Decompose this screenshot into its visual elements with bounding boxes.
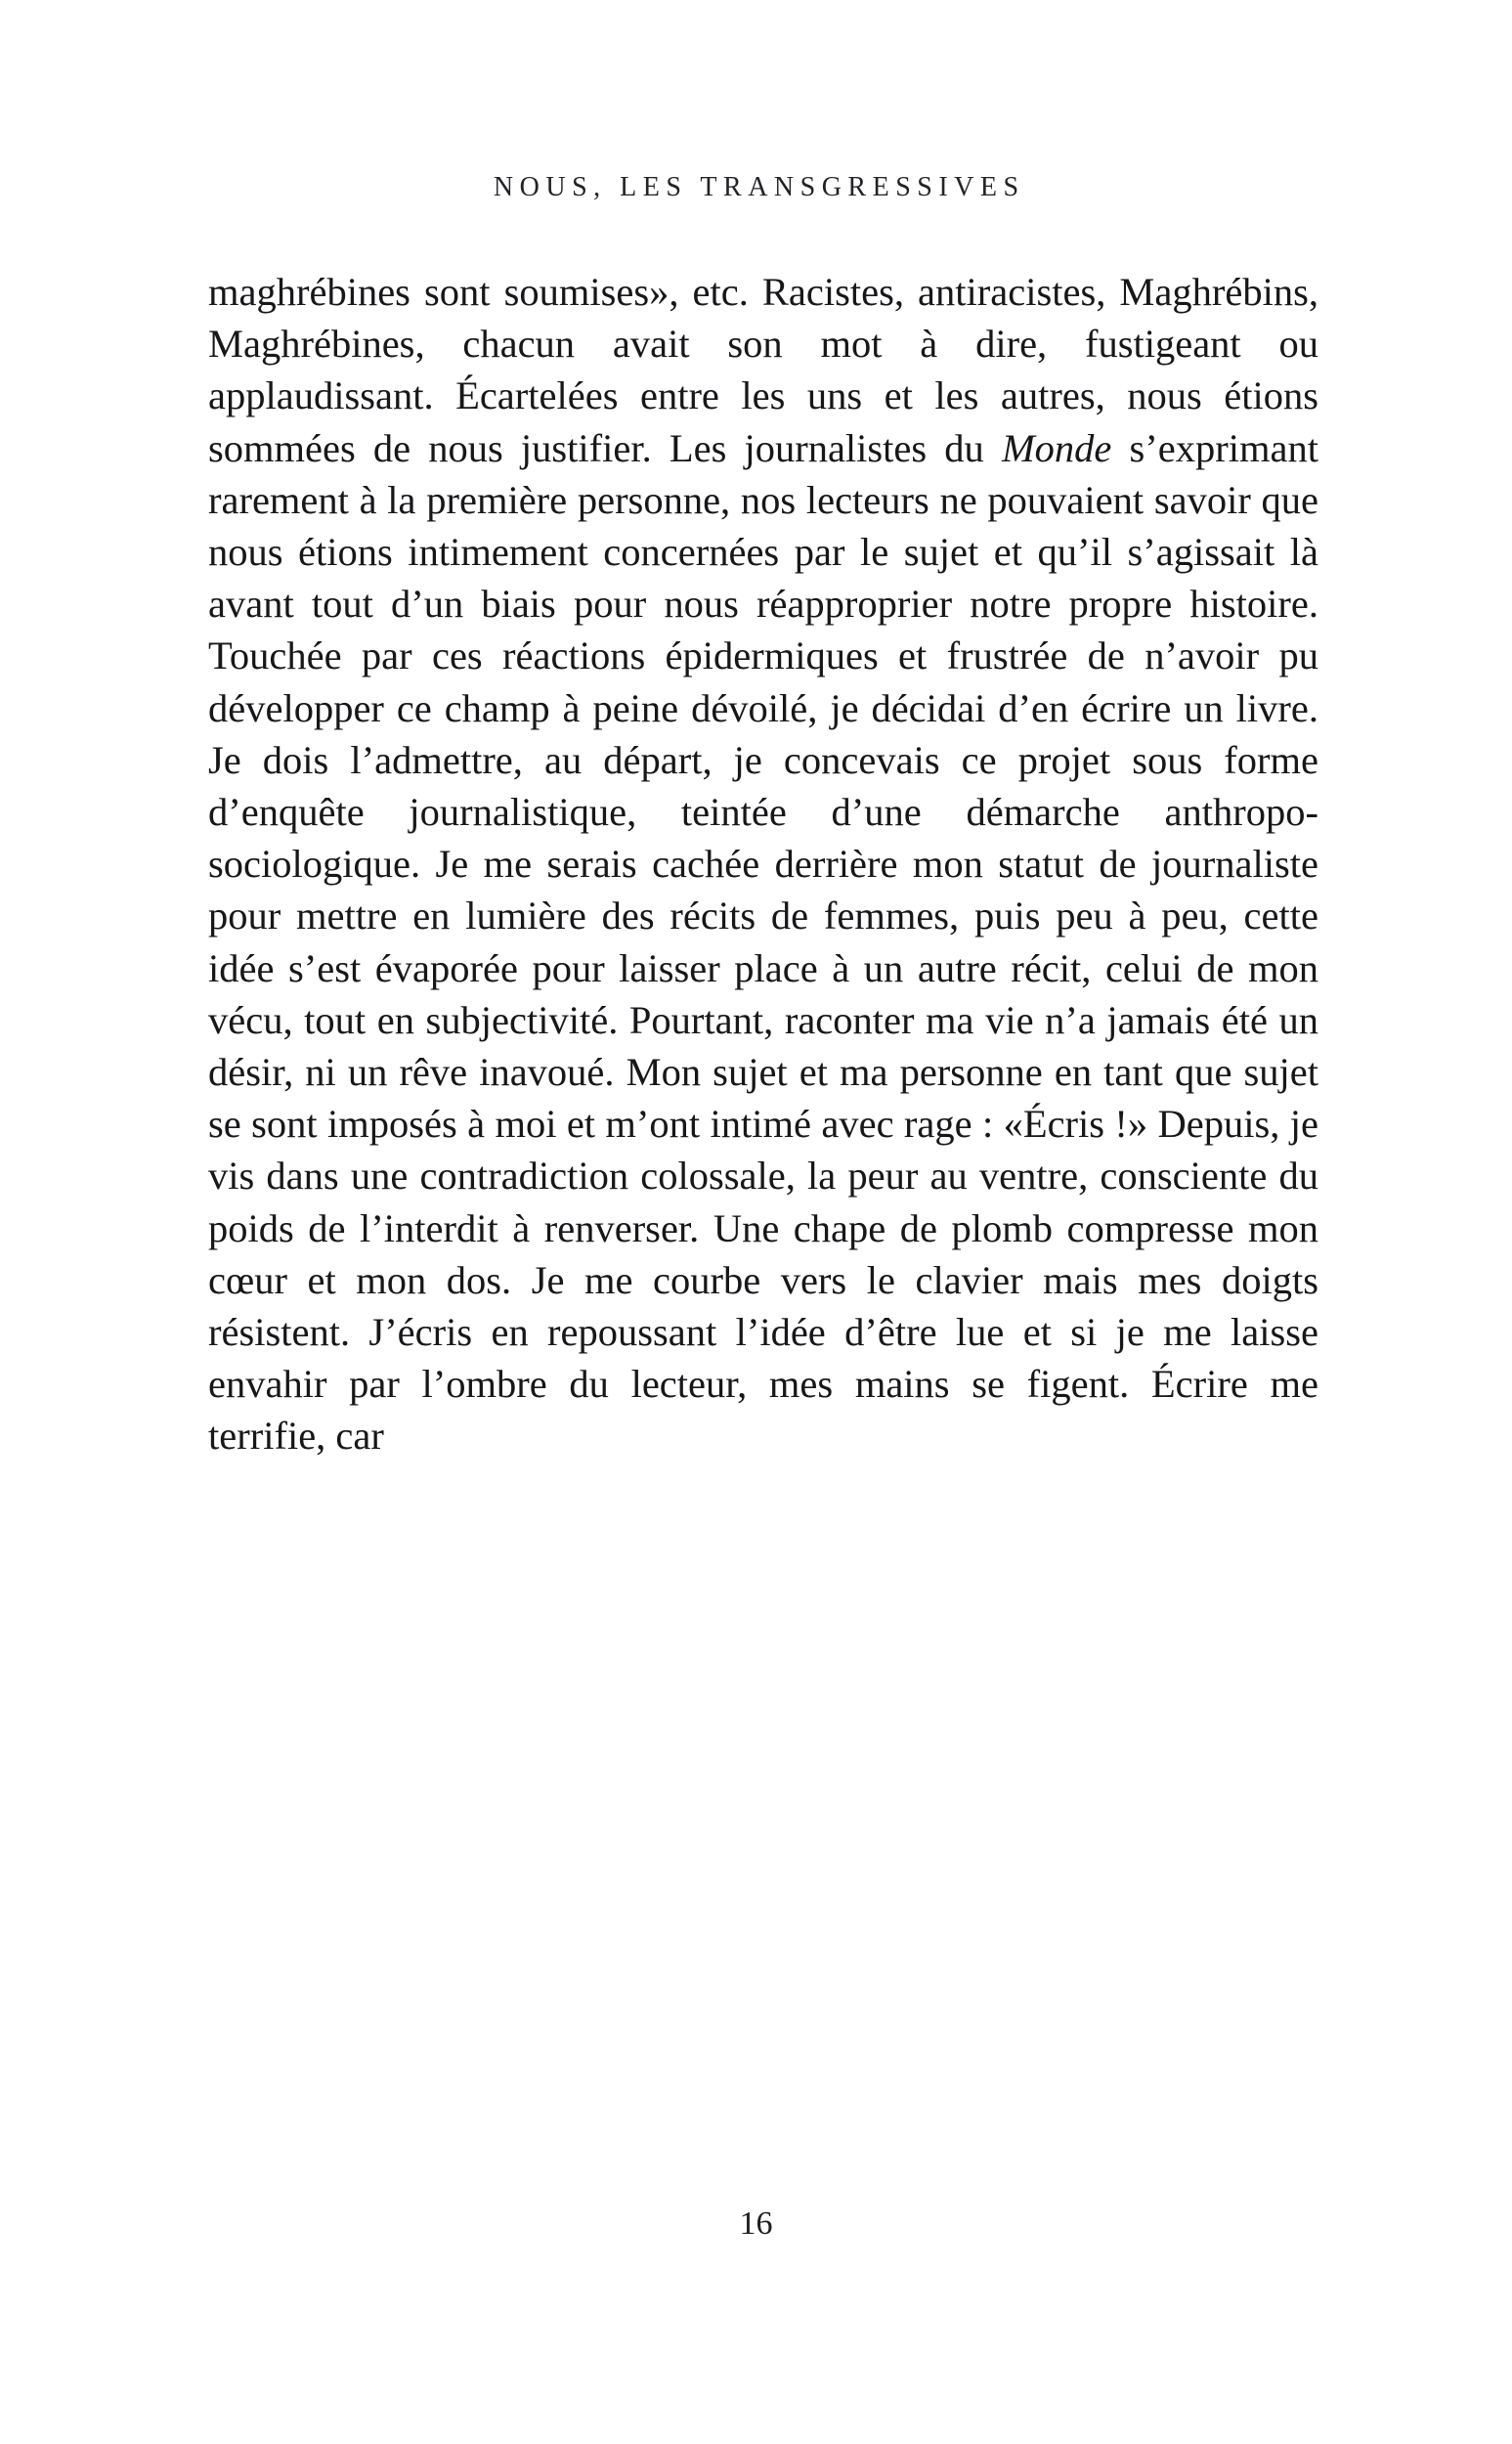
body-text-block [208, 266, 1318, 1462]
page-number: 16 [739, 2205, 773, 2242]
running-header: NOUS, LES TRANSGRESSIVES [493, 172, 1025, 202]
italic-publication-title: Monde [1001, 425, 1112, 470]
paragraph-lead-text: maghrébines sont soumises», etc. Racistes, antiracistes, Maghrébins, Maghrébines, chacun avait son mot à dire, fustigeant ou applaudissant. Écartelées entre les uns et les autres, nous étions sommées de nous justifier. Les journalistes du [208, 270, 1318, 470]
body-paragraph [208, 266, 1318, 1462]
paragraph-rest-text: s’exprimant rarement à la première personne, nos lecteurs ne pouvaient savoir que nous étions intimement concernées par le sujet et qu’il s’agissait là avant tout d’un biais pour nous réapproprier notre propre histoire. Touchée par ces réactions épidermiques et frustrée de n’avoir pu développer ce champ à peine dévoilé, je décidai d’en écrire un livre. Je dois l’admettre, au départ, je concevais ce projet sous forme d’enquête journalistique, teintée d’une démarche anthropo-sociologique. Je me serais cachée derrière mon statut de journaliste pour mettre en lumière des récits de femmes, puis peu à peu, cette idée s’est évaporée pour laisser place à un autre récit, celui de mon vécu, tout en subjectivité. Pourtant, raconter ma vie n’a jamais été un désir, ni un rêve inavoué. Mon sujet et ma personne en tant que sujet se sont imposés à moi et m’ont intimé avec rage : «Écris !» Depuis, je vis dans une contradiction colossale, la peur au ventre, consciente du poids de l’interdit à renverser. Une chape de plomb compresse mon cœur et mon dos. Je me courbe vers le clavier mais mes doigts résistent. J’écris en repoussant l’idée d’être lue et si je me laisse envahir par l’ombre du lecteur, mes mains se figent. Écrire me terrifie, car [208, 425, 1318, 1459]
